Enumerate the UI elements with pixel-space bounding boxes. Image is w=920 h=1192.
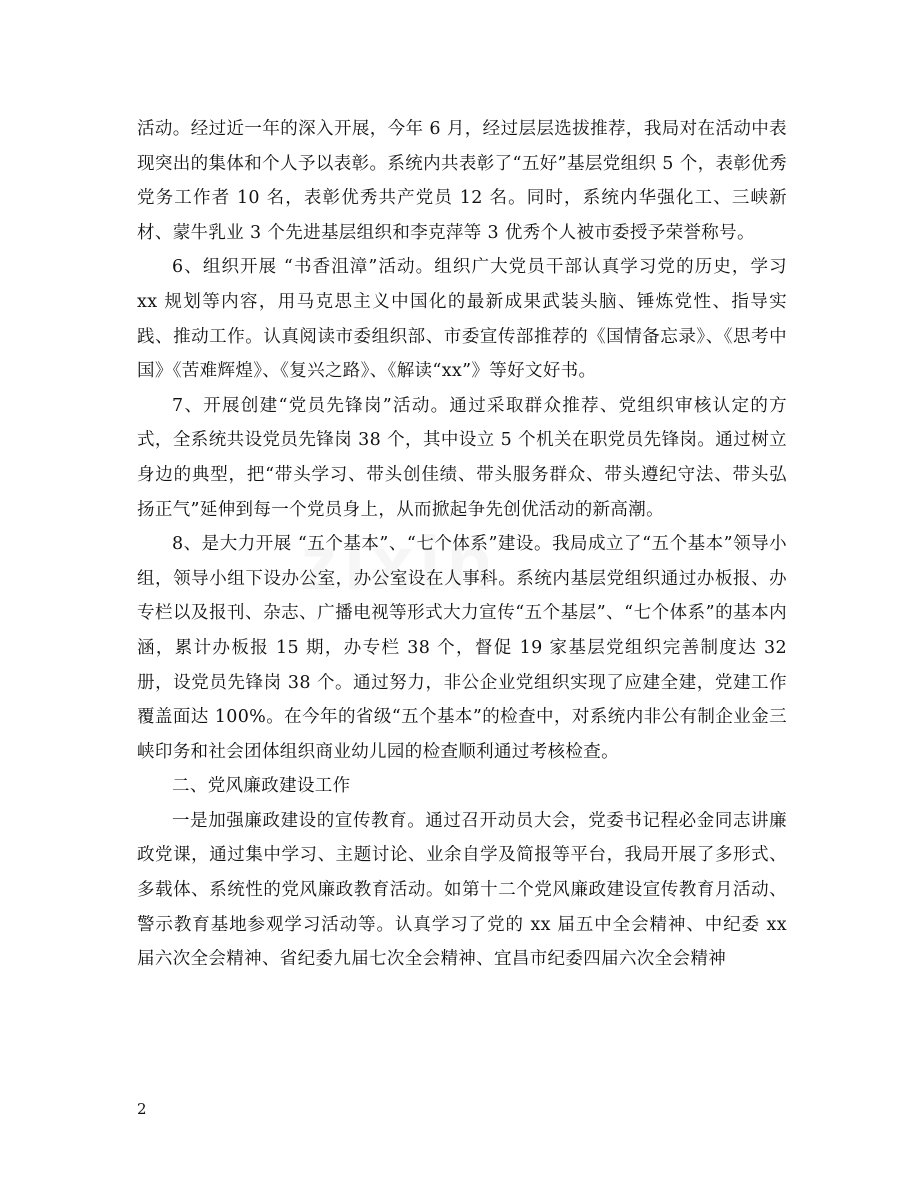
paragraph-5: 一是加强廉政建设的宣传教育。通过召开动员大会，党委书记程必金同志讲廉政党课，通过集中学习、主题讨论、业余自学及简报等平台，我局开展了多形式、多载体、系统性的党风廉政教育活动。如第十二个党风廉政建设宣传教育月活动、警示教育基地参观学习活动等。认真学习了党的 xx 届五中全会精神、中纪委 xx 届六次全会精神、省纪委九届七次全会精神、宜昌市纪委四届六次全会精神 [137, 810, 787, 970]
paragraph-4: 8、是大力开展 “五个基本”、“七个体系”建设。我局成立了“五个基本”领导小组，领导小组下设办公室，办公室设在人事科。系统内基层党组织通过办板报、办专栏以及报刊、杂志、广播电视等形式大力宣传“五个基层”、“七个体系”的基本内涵，累计办板报 15 期，办专栏 38 个，督促 19 家基层党组织完善制度达 32 册，设党员先锋岗 38 个。通过努力，非公企业党组织实现了应建全建，党建工作覆盖面达 100%。在今年的省级“五个基本”的检查中，对系统内非公有制企业金三峡印务和社会团体组织商业幼儿园的检查顺利通过考核检查。 [137, 534, 787, 762]
paragraph-1: 活动。经过近一年的深入开展，今年 6 月，经过层层选拔推荐，我局对在活动中表现突出的集体和个人予以表彰。系统内共表彰了“五好”基层党组织 5 个，表彰优秀党务工作者 10 名，表彰优秀共产党员 12 名。同时，系统内华强化工、三峡新材、蒙牛乳业 3 个先进基层组织和李克萍等 3 优秀个人被市委授予荣誉称号。 [137, 119, 787, 243]
section-heading: 二、党风廉政建设工作 [172, 776, 351, 797]
paragraph-2: 6、组织开展 “书香沮漳”活动。组织广大党员干部认真学习党的历史，学习 xx 规划等内容，用马克思主义中国化的最新成果武装头脑、锤炼党性、指导实践、推动工作。认真阅读市委组织部、市委宣传部推荐的《国情备忘录》、《思考中国》《苦难辉煌》、《复兴之路》、《解读“xx”》等好文好书。 [137, 257, 787, 382]
paragraph-3: 7、开展创建“党员先锋岗”活动。通过采取群众推荐、党组织审核认定的方式，全系统共设党员先锋岗 38 个，其中设立 5 个机关在职党员先锋岗。通过树立身边的典型，把“带头学习、带头创佳绩、带头服务群众、带头遵纪守法、带头弘扬正气”延伸到每一个党员身上，从而掀起争先创优活动的新高潮。 [137, 395, 787, 520]
page-number: 2 [137, 1100, 147, 1118]
document-body [137, 112, 787, 977]
